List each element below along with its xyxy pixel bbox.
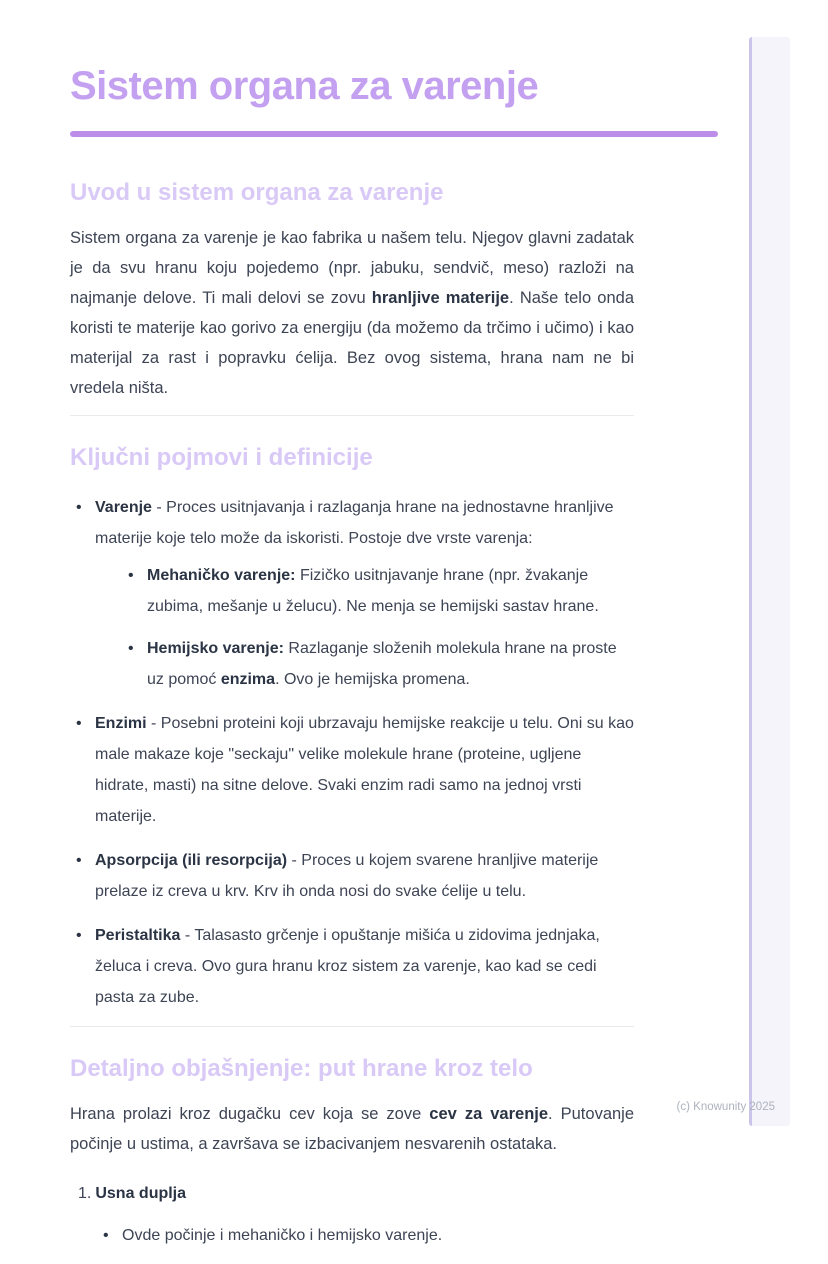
key-terms-list — [70, 492, 634, 1013]
step-1-sublist — [70, 1220, 634, 1251]
list-item-varenje — [70, 492, 634, 695]
intro-paragraph — [70, 223, 634, 403]
list-item-apsorpcija — [70, 845, 634, 907]
step-label: Usna duplja — [95, 1185, 187, 1202]
detail-paragraph — [70, 1099, 634, 1159]
term-definition: - Proces u kojem svarene hranljive materije prelaze iz creva u krv. Krv ih onda nosi do svake ćelije u telu. — [95, 852, 599, 900]
step-bullet-text: Ovde počinje i mehaničko i hemijsko varenje. — [122, 1227, 443, 1244]
detail-text: . Putovanje počinje u ustima, a završava se izbacivanjem nesvarenih ostataka. — [70, 1105, 635, 1153]
page-title: Sistem organa za varenje — [70, 64, 539, 108]
term-label: Apsorpcija (ili resorpcija) — [95, 852, 288, 869]
term-definition: . Ovo je hemijska promena. — [275, 671, 470, 688]
intro-text: Sistem organa za varenje je kao fabrika u našem telu. Njegov glavni zadatak je da svu hranu koju pojedemo (npr. jabuku, sendvič, meso) razloži na najmanje delove. Ti mali delovi se zovu — [70, 229, 634, 307]
section-detail — [70, 1055, 634, 1251]
intro-text: . Naše telo onda koristi te materije kao gorivo za energiju (da možemo da trčimo i učimo) i kao materijal za rast i popravku ćelija. Bez ovog sistema, hrana nam ne bi vredela ništa. — [70, 289, 634, 397]
bold-term-enzima: enzima — [220, 671, 276, 688]
section-heading-detail: Detaljno objašnjenje: put hrane kroz telo — [70, 1055, 533, 1082]
term-label: Varenje — [95, 499, 152, 516]
copyright-note: (c) Knowunity 2025 — [676, 1101, 775, 1113]
term-label: Mehaničko varenje: — [147, 567, 296, 584]
term-definition: Razlaganje složenih molekula hrane na proste uz pomoć — [147, 640, 617, 688]
next-page-edge — [749, 37, 790, 1126]
term-definition: - Proces usitnjavanja i razlaganja hrane na jednostavne hranljive materije koje telo može da iskoristi. Postoje dve vrste varenja: — [95, 499, 614, 547]
title-underline — [70, 131, 718, 137]
list-item-usna-duplja-note — [97, 1220, 634, 1251]
bold-term-hranljive-materije: hranljive materije — [371, 289, 510, 307]
numbered-step-1 — [70, 1178, 634, 1209]
term-label: Enzimi — [95, 715, 147, 732]
section-divider — [70, 415, 634, 416]
section-heading-intro: Uvod u sistem organa za varenje — [70, 179, 444, 206]
section-intro — [70, 179, 634, 403]
step-number: 1. — [78, 1185, 92, 1202]
term-definition: Fizičko usitnjavanje hrane (npr. žvakanje zubima, mešanje u želucu). Ne menja se hemijski sastav hrane. — [147, 567, 599, 615]
section-heading-key-terms: Ključni pojmovi i definicije — [70, 444, 373, 471]
list-item-enzimi — [70, 708, 634, 832]
document-page — [70, 0, 634, 1264]
list-item-mehanicko-varenje — [122, 560, 634, 622]
list-item-peristaltika — [70, 920, 634, 1013]
term-label: Hemijsko varenje: — [147, 640, 284, 657]
term-definition: - Talasasto grčenje i opuštanje mišića u zidovima jednjaka, želuca i creva. Ovo gura hranu kroz sistem za varenje, kao kad se cedi pasta za zube. — [95, 927, 600, 1006]
list-item-hemijsko-varenje — [122, 633, 634, 695]
term-definition: - Posebni proteini koji ubrzavaju hemijske reakcije u telu. Oni su kao male makaze koje "seckaju" velike molekule hrane (proteine, ugljene hidrate, masti) na sitne delove. Svaki enzim radi samo na jednoj vrsti materije. — [95, 715, 634, 825]
detail-text: Hrana prolazi kroz dugačku cev koja se zove — [70, 1105, 430, 1123]
bold-term-cev-za-varenje: cev za varenje — [429, 1105, 549, 1123]
section-key-terms — [70, 444, 634, 1013]
term-label: Peristaltika — [95, 927, 181, 944]
section-divider — [70, 1026, 634, 1027]
varenje-sublist — [95, 560, 634, 695]
